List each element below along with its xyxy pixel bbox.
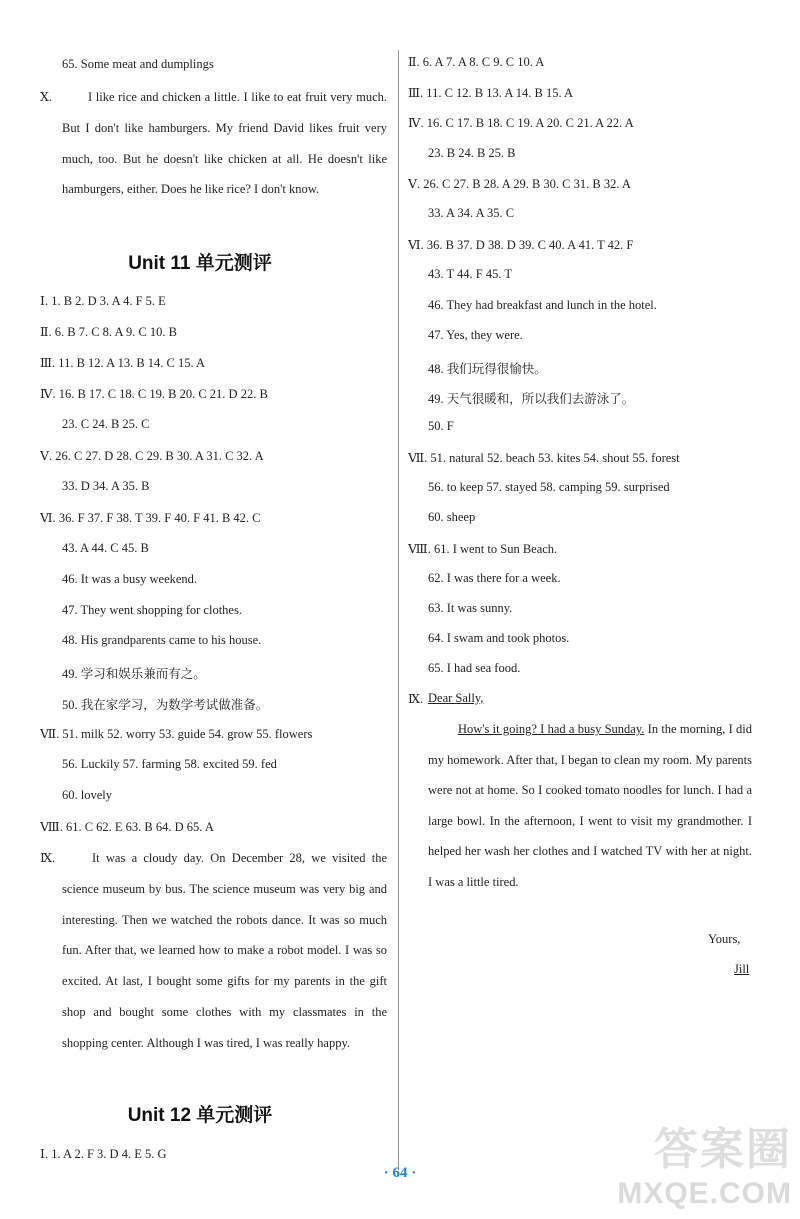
answer-row: Ⅳ. 16. C 17. B 18. C 19. A 20. C 21. A 22. A [408,116,634,130]
answer-row: 23. B 24. B 25. B [428,146,516,160]
answer-row: 33. A 34. A 35. C [428,206,515,220]
answer-row: 49. 天气很暖和，所以我们去游泳了。 [428,392,635,406]
answer-row: Ⅲ. 11. B 12. A 13. B 14. C 15. A [40,356,206,370]
signature-text: Jill [734,962,750,976]
answer-row: 48. His grandparents came to his house. [62,633,262,647]
answer-row: 50. F [428,419,454,433]
answer-row: 43. T 44. F 45. T [428,267,513,281]
answer-row: 43. A 44. C 45. B [62,541,149,555]
answer-row: 64. I swam and took photos. [428,631,570,645]
answer-row: Ⅱ. 6. A 7. A 8. C 9. C 10. A [408,55,545,69]
unit11-title: Unit 11 单元测评 [128,253,272,274]
answer-row: Ⅵ. 36. B 37. D 38. D 39. C 40. A 41. T 42. F [408,238,634,252]
letter-closing: Yours, [708,932,741,946]
letter-first-sentence: How's it going? I had a busy Sunday. [458,722,645,736]
answer-row: 63. It was sunny. [428,601,513,615]
section-x-label: Ⅹ. [40,90,53,104]
answer-row: Ⅰ. 1. B 2. D 3. A 4. F 5. E [40,294,166,308]
answer-row: 48. 我们玩得很愉快。 [428,362,547,376]
answer-row: Ⅲ. 11. C 12. B 13. A 14. B 15. A [408,86,574,100]
section-ix-label-right: Ⅸ. [408,692,424,706]
answer-row: Ⅴ. 26. C 27. D 28. C 29. B 30. A 31. C 32. A [40,449,264,463]
watermark-logo: 答案圈 [654,1125,792,1174]
section-ix-paragraph: It was a cloudy day. On December 28, we visited the science museum by bus. The science museum was very big and interesting. Then we watched the robots dance. It was so much fun. After that, we learned how to make a robot model. I was so excited. At last, I bought some gifts for my parents in the gift shop and bought some clothes with my classmates in the shopping center. Although I was tired, I was really happy. [62,851,387,1050]
letter-rest: In the morning, I did my homework. After that, I began to clean my room. My parents were not at home. So I cooked tomato noodles for lunch. I had a large bowl. In the afternoon, I went to visit my grandmother. I helped her wash her clothes and I watched TV with her at night. I was a little tired. [428,722,752,889]
answer-row: Ⅷ. 61. C 62. E 63. B 64. D 65. A [40,820,214,834]
greeting-text: Dear Sally, [428,691,484,705]
answer-row: Ⅵ. 36. F 37. F 38. T 39. F 40. F 41. B 42. C [40,511,261,525]
watermark [617,1113,792,1211]
letter-body [428,714,752,898]
answer-row: 62. I was there for a week. [428,571,561,585]
answer-row: 60. sheep [428,510,476,524]
watermark-url: MXQE.COM [617,1177,792,1210]
answer-row: 50. 我在家学习，为数学考试做准备。 [62,698,269,712]
page-number: · 64 · [383,1165,417,1181]
answer-65: 65. Some meat and dumplings [62,57,214,71]
answer-row: 47. They went shopping for clothes. [62,603,242,617]
answer-row: Ⅷ. 61. I went to Sun Beach. [408,542,558,556]
answer-row: 46. They had breakfast and lunch in the hotel. [428,298,657,312]
column-divider [398,50,399,1170]
answer-row: 65. I had sea food. [428,661,521,675]
letter-signature [734,962,749,977]
unit12-answers-row: Ⅰ. 1. A 2. F 3. D 4. E 5. G [40,1147,167,1161]
answer-row: 23. C 24. B 25. C [62,417,150,431]
answer-row: Ⅱ. 6. B 7. C 8. A 9. C 10. B [40,325,177,339]
answer-row: Ⅳ. 16. B 17. C 18. C 19. B 20. C 21. D 22. B [40,387,268,401]
answer-row: 46. It was a busy weekend. [62,572,198,586]
answer-row: 47. Yes, they were. [428,328,523,342]
answer-row: Ⅴ. 26. C 27. B 28. A 29. B 30. C 31. B 32. A [408,177,631,191]
letter-greeting [428,691,483,706]
answer-row: 56. to keep 57. stayed 58. camping 59. surprised [428,480,670,494]
answer-row: 33. D 34. A 35. B [62,479,150,493]
section-x-paragraph: I like rice and chicken a little. I like to eat fruit very much. But I don't like hamburgers. My friend David likes fruit very much, too. But he doesn't like chicken at all. He doesn't like hamburgers, either. Does he like rice? I don't know. [62,90,387,197]
answer-row: 56. Luckily 57. farming 58. excited 59. fed [62,757,277,771]
answer-row: Ⅶ. 51. milk 52. worry 53. guide 54. grow 55. flowers [40,727,313,741]
answer-row: 60. lovely [62,788,112,802]
answer-row: 49. 学习和娱乐兼而有之。 [62,667,206,681]
unit12-title: Unit 12 单元测评 [127,1105,273,1126]
section-ix-label: Ⅸ. [40,851,56,865]
answer-row: Ⅶ. 51. natural 52. beach 53. kites 54. shout 55. forest [408,451,680,465]
